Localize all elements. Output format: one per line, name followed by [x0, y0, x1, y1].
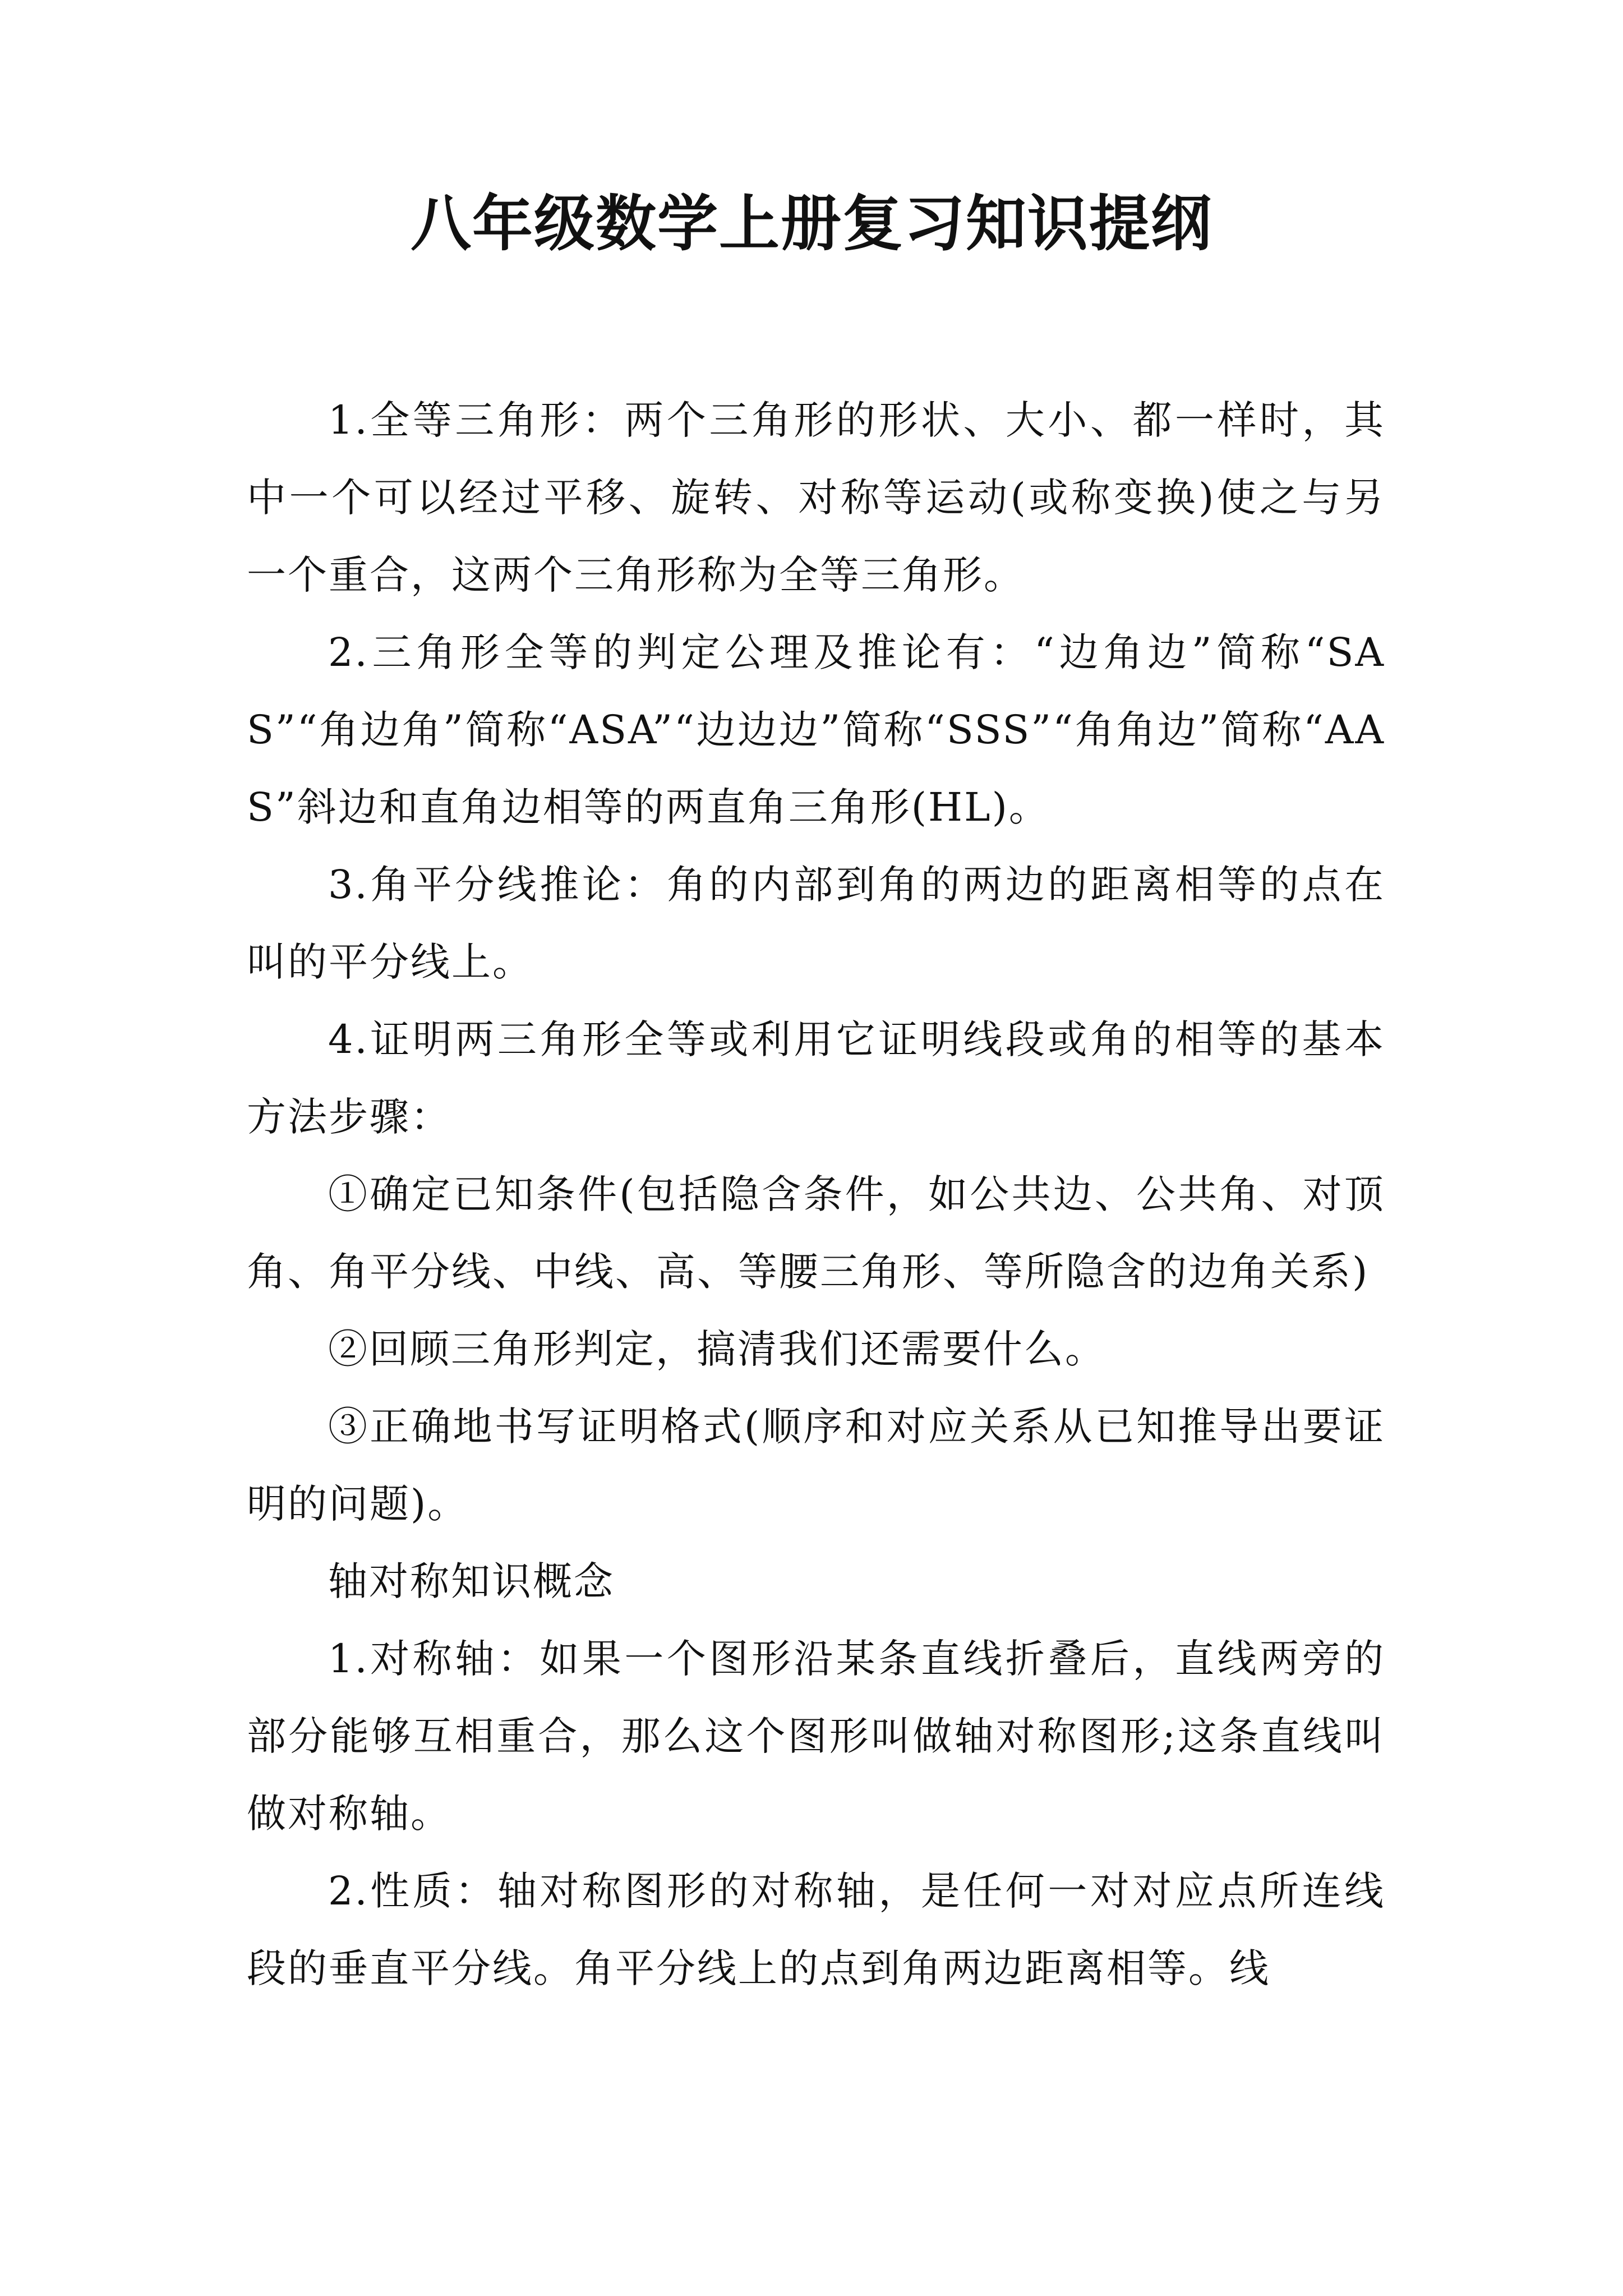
- paragraph-congruent-triangles: 1.全等三角形：两个三角形的形状、大小、都一样时，其中一个可以经过平移、旋转、对称等运动(或称变换)使之与另一个重合，这两个三角形称为全等三角形。: [247, 397, 1385, 598]
- paragraph-angle-bisector: 3.角平分线推论：角的内部到角的两边的距离相等的点在叫的平分线上。: [247, 862, 1385, 985]
- paragraph-step-1: ①确定已知条件(包括隐含条件，如公共边、公共角、对顶角、角平分线、中线、高、等腰三角形、等所隐含的边角关系): [247, 1171, 1385, 1295]
- paragraph-symmetry-property: 2.性质：轴对称图形的对称轴，是任何一对对应点所连线段的垂直平分线。角平分线上的点到角两边距离相等。线: [247, 1868, 1385, 1991]
- paragraph-symmetry-axis: 1.对称轴：如果一个图形沿某条直线折叠后，直线两旁的部分能够互相重合，那么这个图形叫做轴对称图形;这条直线叫做对称轴。: [247, 1636, 1385, 1837]
- paragraph-step-2: ②回顾三角形判定，搞清我们还需要什么。: [328, 1326, 1106, 1372]
- paragraph-congruence-criteria: 2.三角形全等的判定公理及推论有：“边角边”简称“SAS”“角边角”简称“ASA”“边边边”简称“SSS”“角角边”简称“AAS”斜边和直角边相等的两直角三角形(HL)。: [247, 629, 1385, 830]
- document-body: [247, 381, 1385, 2007]
- paragraph-step-3: ③正确地书写证明格式(顺序和对应关系从已知推导出要证明的问题)。: [247, 1404, 1385, 1527]
- paragraph-proof-steps: 4.证明两三角形全等或利用它证明线段或角的相等的基本方法步骤：: [247, 1016, 1385, 1140]
- section-heading-axial-symmetry: 轴对称知识概念: [328, 1558, 615, 1604]
- document-title: 八年级数学上册复习知识提纲: [410, 189, 1212, 259]
